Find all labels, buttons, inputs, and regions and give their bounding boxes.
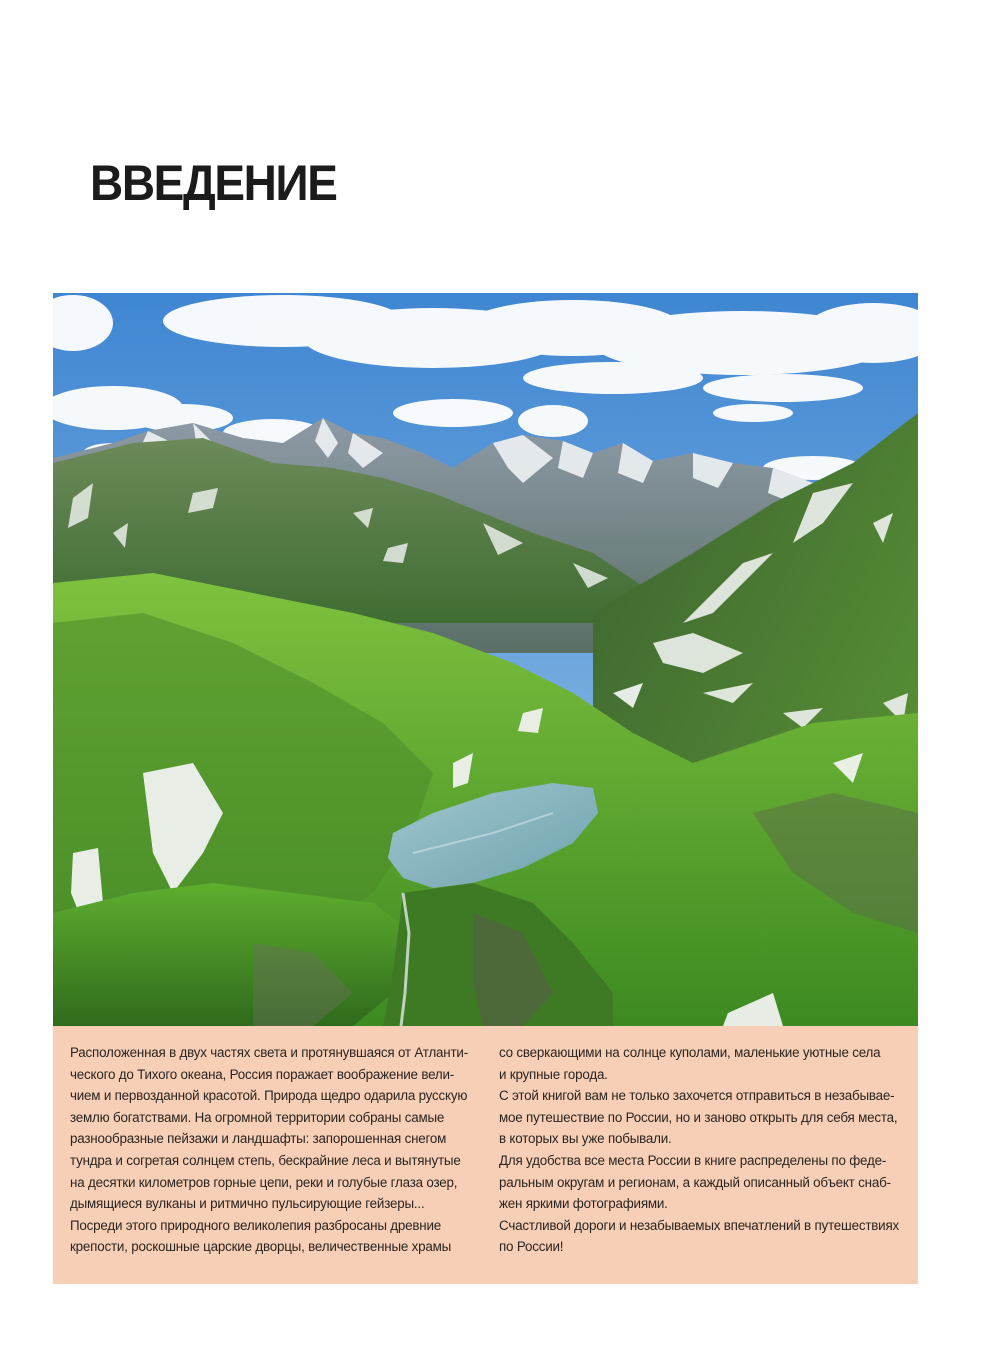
caption-line: на десятки километров горные цепи, реки и голубые глаза озер, bbox=[70, 1174, 458, 1190]
caption-line: и крупные города. bbox=[499, 1066, 608, 1082]
caption-line: чием и первозданной красотой. Природа щедро одарила русскую bbox=[70, 1088, 468, 1104]
caption-line: тундра и согретая солнцем степь, бескрайние леса и вытянутые bbox=[70, 1152, 461, 1168]
caption-line: дымящиеся вулканы и ритмично пульсирующие гейзеры... bbox=[70, 1196, 425, 1212]
page-title: ВВЕДЕНИЕ bbox=[90, 155, 337, 211]
caption-line: Счастливой дороги и незабываемых впечатлений в путешествиях bbox=[499, 1217, 899, 1233]
mountain-lake-illustration bbox=[53, 293, 918, 1026]
caption-line: крепости, роскошные царские дворцы, величественные храмы bbox=[70, 1239, 452, 1255]
caption-line: жен яркими фотографиями. bbox=[499, 1196, 668, 1212]
caption-column-left bbox=[70, 1042, 480, 1258]
caption-line: ческого до Тихого океана, Россия поражает воображение вели- bbox=[70, 1066, 455, 1082]
caption-line: Для удобства все места России в книге распределены по феде- bbox=[499, 1152, 887, 1168]
caption-line: мое путешествие по России, но и заново открыть для себя места, bbox=[499, 1109, 898, 1125]
caption-line: в которых вы уже побывали. bbox=[499, 1131, 672, 1147]
caption-line: со сверкающими на солнце куполами, маленькие уютные села bbox=[499, 1045, 881, 1060]
caption-box bbox=[53, 1026, 918, 1284]
caption-line: Расположенная в двух частях света и протянувшаяся от Атланти- bbox=[70, 1045, 468, 1060]
caption-line: Посреди этого природного великолепия разбросаны древние bbox=[70, 1217, 442, 1233]
caption-line: С этой книгой вам не только захочется отправиться в незабывае- bbox=[499, 1088, 895, 1104]
caption-line: разнообразные пейзажи и ландшафты: запорошенная снегом bbox=[70, 1131, 447, 1147]
caption-line: по России! bbox=[499, 1239, 564, 1255]
caption-line: ральным округам и регионам, а каждый описанный объект снаб- bbox=[499, 1174, 891, 1190]
caption-column-right bbox=[499, 1042, 909, 1258]
caption-line: землю богатствами. На огромной территории собраны самые bbox=[70, 1109, 445, 1125]
landscape-photo bbox=[53, 293, 918, 1026]
